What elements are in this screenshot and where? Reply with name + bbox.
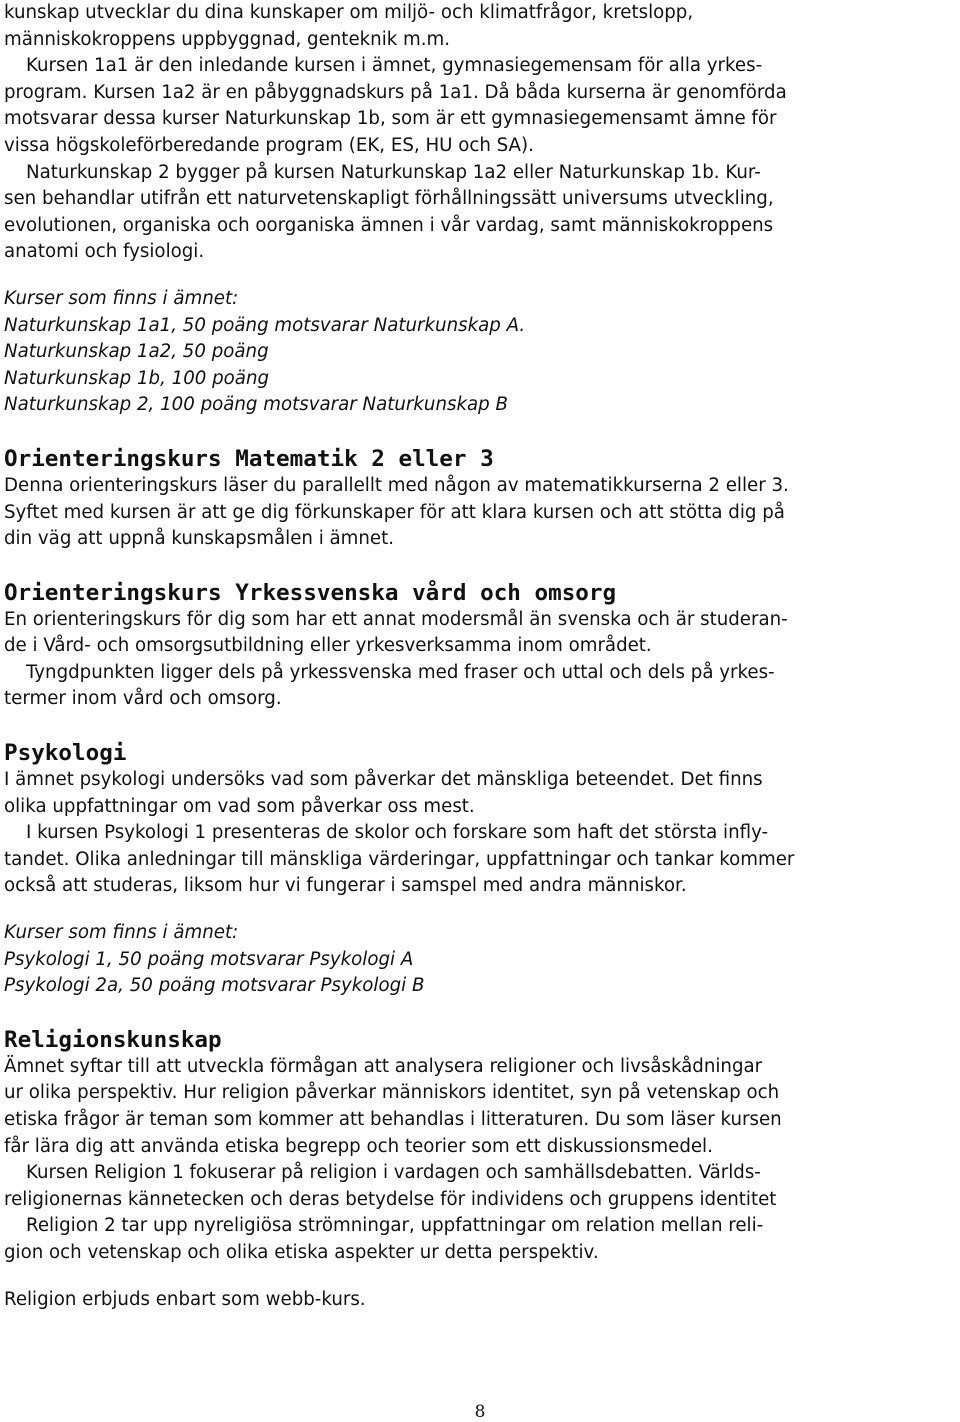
- paragraph-line: gion och vetenskap och olika etiska aspekter ur detta perspektiv.: [4, 1241, 599, 1263]
- paragraph-line: ur olika perspektiv. Hur religion påverkar människors identitet, syn på vetenskap och: [4, 1082, 780, 1104]
- paragraph-line: vissa högskoleförberedande program (EK, ES, HU och SA).: [4, 134, 534, 156]
- religion-section: [4, 1026, 956, 1313]
- paragraph-line: En orienteringskurs för dig som har ett annat modersmål än svenska och är studeran-: [4, 608, 788, 630]
- paragraph-line: Naturkunskap 2 bygger på kursen Naturkunskap 1a2 eller Naturkunskap 1b. Kur-: [26, 161, 761, 183]
- course-item: Naturkunskap 1b, 100 poäng: [4, 367, 270, 389]
- paragraph-line: din väg att uppnå kunskapsmålen i ämnet.: [4, 528, 395, 550]
- section-title: Psykologi: [4, 740, 127, 767]
- paragraph-line: Religion 2 tar upp nyreligiösa strömningar, uppfattningar om relation mellan reli-: [26, 1215, 764, 1237]
- paragraph-line: Syftet med kursen är att ge dig förkunskaper för att klara kursen och att stötta dig på: [4, 501, 785, 523]
- matematik-section: [4, 445, 956, 553]
- paragraph-line: etiska frågor är teman som kommer att behandlas i litteraturen. Du som läser kursen: [4, 1109, 782, 1130]
- course-item: Naturkunskap 2, 100 poäng motsvarar Naturkunskap B: [4, 394, 508, 416]
- paragraph-line: evolutionen, organiska och oorganiska ämnen i vår vardag, samt människokroppens: [4, 214, 774, 236]
- page-number: 8: [474, 1402, 486, 1422]
- paragraph-line: Denna orienteringskurs läser du parallellt med någon av matematikkurserna 2 eller 3.: [4, 474, 789, 496]
- paragraph-line: anatomi och fysiologi.: [4, 241, 205, 263]
- paragraph-line: motsvarar dessa kurser Naturkunskap 1b, som är ett gymnasiegemensamt ämne för: [4, 108, 777, 130]
- courses-heading: Kurser som finns i ämnet:: [4, 287, 239, 309]
- paragraph-line: I kursen Psykologi 1 presenteras de skolor och forskare som haft det största infly-: [26, 822, 769, 844]
- paragraph-line: kunskap utvecklar du dina kunskaper om miljö- och klimatfrågor, kretslopp,: [4, 2, 694, 23]
- section-title: Orienteringskurs Matematik 2 eller 3: [4, 445, 494, 472]
- paragraph-line: religionernas kännetecken och deras betydelse för individens och gruppens identitet: [4, 1188, 777, 1210]
- course-item: Psykologi 2a, 50 poäng motsvarar Psykologi B: [4, 975, 425, 997]
- paragraph-line: Kursen Religion 1 fokuserar på religion i vardagen och samhällsdebatten. Världs-: [26, 1162, 761, 1184]
- document-page: [4, 0, 956, 1313]
- paragraph-line: Ämnet syftar till att utveckla förmågan att analysera religioner och livsåskådningar: [4, 1055, 763, 1077]
- paragraph-line: termer inom vård och omsorg.: [4, 688, 282, 710]
- course-item: Naturkunskap 1a2, 50 poäng: [4, 341, 269, 363]
- paragraph-line: får lära dig att använda etiska begrepp och teorier som ett diskussionsmedel.: [4, 1135, 713, 1157]
- intro-section: [4, 0, 956, 419]
- paragraph-line: Kursen 1a1 är den inledande kursen i ämnet, gymnasiegemensam för alla yrkes-: [26, 55, 763, 77]
- paragraph-line: sen behandlar utifrån ett naturvetenskapligt förhållningssätt universums utveckling,: [4, 188, 774, 210]
- section-title: Religionskunskap: [4, 1026, 222, 1053]
- paragraph-line: Tyngdpunkten ligger dels på yrkessvenska med fraser och uttal och dels på yrkes-: [26, 661, 775, 683]
- paragraph-line: människokroppens uppbyggnad, genteknik m.m.: [4, 28, 451, 50]
- psykologi-section: [4, 739, 956, 1000]
- paragraph-line: I ämnet psykologi undersöks vad som påverkar det mänskliga beteendet. Det finns: [4, 769, 763, 791]
- yrkessvenska-section: [4, 579, 956, 713]
- courses-heading: Kurser som finns i ämnet:: [4, 922, 239, 944]
- paragraph-line: tandet. Olika anledningar till mänskliga värderingar, uppfattningar och tankar kommer: [4, 848, 795, 870]
- religion-note: Religion erbjuds enbart som webb-kurs.: [4, 1288, 366, 1310]
- paragraph-line: olika uppfattningar om vad som påverkar oss mest.: [4, 795, 475, 817]
- course-item: Psykologi 1, 50 poäng motsvarar Psykologi A: [4, 948, 414, 970]
- paragraph-line: de i Vård- och omsorgsutbildning eller yrkesverksamma inom området.: [4, 635, 652, 657]
- paragraph-line: också att studeras, liksom hur vi fungerar i samspel med andra människor.: [4, 875, 687, 897]
- paragraph-line: program. Kursen 1a2 är en påbyggnadskurs på 1a1. Då båda kurserna är genomförda: [4, 81, 787, 103]
- section-title: Orienteringskurs Yrkessvenska vård och omsorg: [4, 579, 617, 606]
- course-item: Naturkunskap 1a1, 50 poäng motsvarar Naturkunskap A.: [4, 314, 526, 336]
